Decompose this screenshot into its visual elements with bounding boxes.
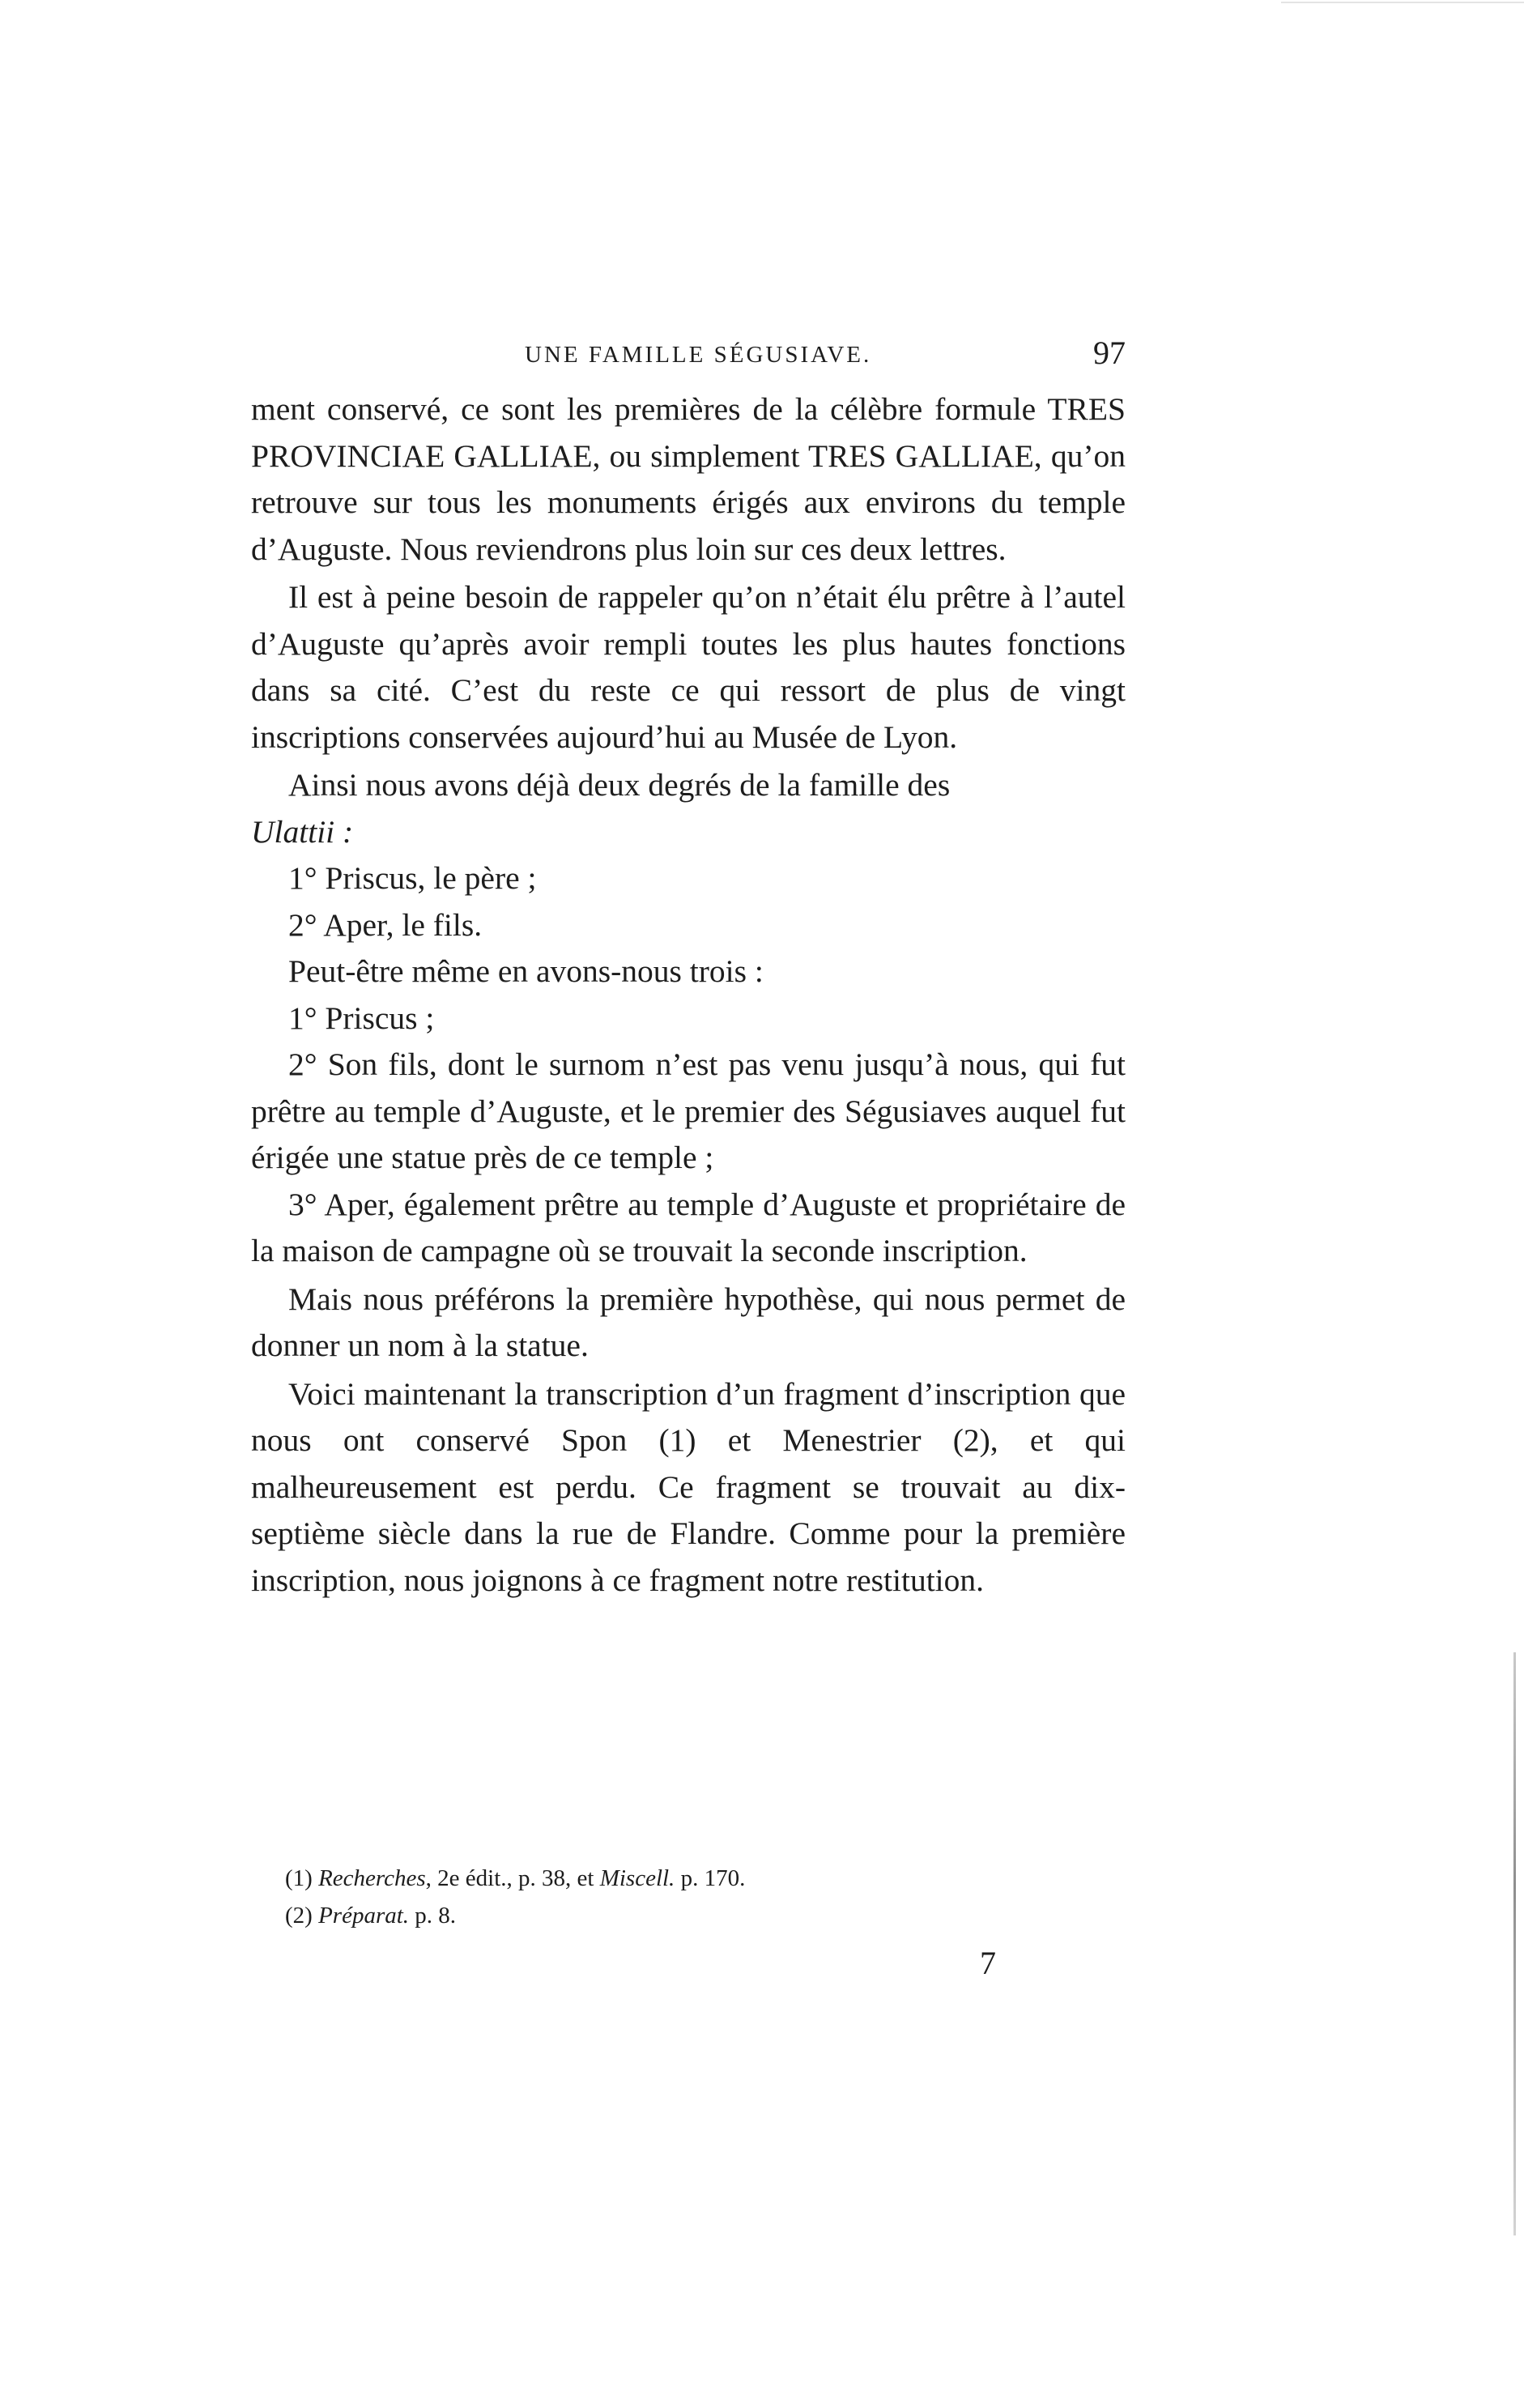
paragraph: Peut-être même en avons-nous trois :: [288, 953, 764, 989]
footnote-marker: (1): [285, 1865, 313, 1891]
footnote-title: Miscell.: [599, 1865, 675, 1891]
running-header: [251, 334, 1126, 382]
list-item: 2° Son fils, dont le surnom n’est pas venu jusqu’à nous, qui fut prêtre au temple d’Auguste, et le premier des Ségusiaves auquel fut érigée une statue près de ce temple ;: [251, 1046, 1126, 1175]
signature-mark: 7: [980, 1945, 996, 1981]
footnote-title: Préparat.: [318, 1903, 410, 1929]
footnotes: [285, 1860, 1095, 1934]
family-name-italic: Ulattii :: [251, 813, 354, 850]
paragraph: Il est à peine besoin de rappeler qu’on n’était élu prêtre à l’autel d’Auguste qu’après avoir rempli toutes les plus hautes fonctions dans sa cité. C’est du reste ce qui ressort de plus de vingt inscriptions conservées aujourd’hui au Musée de Lyon.: [251, 579, 1126, 755]
page-number: 97: [1093, 335, 1126, 371]
footnote: [285, 1860, 1095, 1897]
scan-edge-artifact: [1513, 1652, 1516, 2235]
paragraph: Voici maintenant la transcription d’un fragment d’inscription que nous ont conservé Spon (1) et Menestrier (2), et qui malheureusement est perdu. Ce fragment se trouvait au dix-septième siècle dans la rue de Flandre. Comme pour la première inscription, nous joignons à ce fragment notre restitution.: [251, 1375, 1126, 1598]
footnote-marker: (2): [285, 1903, 313, 1929]
paragraph: ment conservé, ce sont les premières de la célèbre formule TRES PROVINCIAE GALLIAE, ou simplement TRES GALLIAE, qu’on retrouve sur tous les monuments érigés aux environs du temple d’Auguste. Nous reviendrons plus loin sur ces deux lettres.: [251, 391, 1126, 567]
footnote-title: Recherches: [318, 1865, 426, 1891]
list-item: 1° Priscus, le père ;: [288, 860, 537, 896]
body-text: [251, 386, 1126, 1604]
footnote-text: , 2e édit., p. 38, et: [425, 1865, 600, 1891]
footnote-text: p. 170.: [675, 1865, 746, 1891]
list-item: 1° Priscus ;: [288, 999, 435, 1036]
list-item: 3° Aper, également prêtre au temple d’Auguste et propriétaire de la maison de campagne où se trouvait la seconde inscription.: [251, 1186, 1126, 1268]
paragraph: Ainsi nous avons déjà deux degrés de la famille des: [288, 767, 951, 803]
scan-border-artifact: [1281, 2, 1524, 3]
footnote: [285, 1897, 1095, 1934]
list-item: 2° Aper, le fils.: [288, 906, 483, 943]
family-name: [251, 809, 1126, 856]
running-title: UNE FAMILLE SÉGUSIAVE.: [525, 342, 872, 368]
footnote-text: p. 8.: [409, 1903, 457, 1929]
paragraph: Mais nous préférons la première hypothèse, qui nous permet de donner un nom à la statue.: [251, 1281, 1126, 1363]
